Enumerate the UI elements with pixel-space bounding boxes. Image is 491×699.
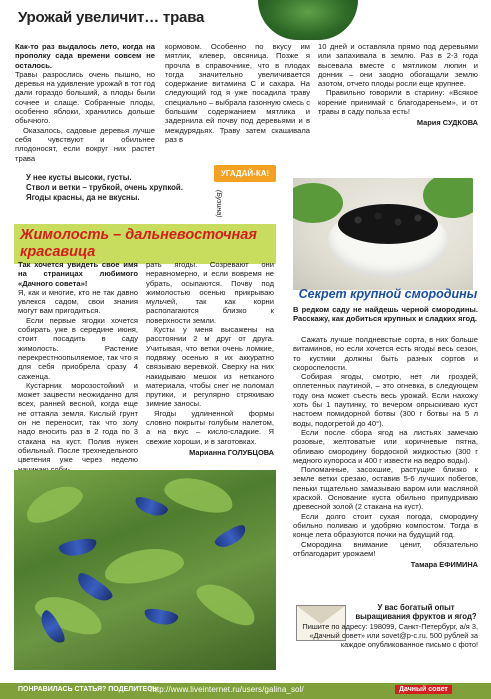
article2-column-1: [18, 260, 138, 474]
article2-column-2: [146, 260, 274, 457]
article2-paragraph: Кусты у меня высажены на расстоянии 2 м друг от друга. Учитывая, что ветки очень ломкие, подвяжу осенью я их аккуратно связываю веревкой. Сверху на них накидываю мешок из нетканого материала, чтобы снег не поломал прутики, и регулярно стряхиваю зимние заносы.: [146, 325, 274, 409]
article3-signature: Тамара ЕФИМИНА: [410, 560, 478, 570]
article1-paragraph: 10 дней и оставляла прямо под деревьями или запахивала в землю. Раз в 2-3 года высевала вместе с мятликом люпин и донник – они заодно обогащали землю азотом, отчего плоды росли еще крупнее.: [318, 42, 478, 89]
article1-paragraph: Травы разрослись очень пышно, но деревья на удивление урожай в тот год дали гораздо больший, а плоды были сочнее и слаще. Собранные плоды, особенно яблоки, хранились дольше обычного.: [15, 69, 155, 126]
riddle-line: Ягоды красны, да не вкусны.: [26, 193, 140, 202]
article1-column-3: [318, 42, 478, 127]
currant-photo: [293, 178, 473, 290]
contact-title: У вас богатый опыт выращивания фруктов и ягод?: [355, 603, 477, 622]
article3-lead: В редком саду не найдешь черной смородины. Расскажу, как добиться крупных и сладких ягод.: [293, 305, 478, 324]
article3-paragraph: Если долго стоит сухая погода, смородину обильно поливаю и удобряю компостом. Тогда в конце лета образуются почки на будущий год.: [293, 511, 478, 540]
riddle-answer: (Бузина): [215, 190, 222, 218]
riddle-text: [26, 173, 216, 203]
article2-signature: Марианна ГОЛУБЦОВА: [189, 447, 274, 457]
article3-paragraph: Если после сбора ягод на листьях замечаю розовые, желтоватые или коричневые пятна, обливаю смородину бордоской жидкостью (300 г медного купороса и 400 г извести на ведро воды).: [293, 427, 478, 465]
article2-paragraph: Если первые ягодки хочется собирать уже в середине июня, стоит посадить в саду жимолость. Растение перекрестноопыляемое, так что я для себя приобрела сразу 4 саженца.: [18, 315, 138, 381]
footer-url-link[interactable]: http://www.liveinternet.ru/users/galina_sol/: [150, 685, 304, 694]
article2-paragraph: Я, как и многие, кто не так давно увлекся садом, свои знания могут вам пригодиться.: [18, 287, 138, 316]
riddle-line: У нее кусты высоки, густы.: [26, 173, 132, 182]
footer-share-text: ПОНРАВИЛАСЬ СТАТЬЯ? ПОДЕЛИТЕСЬ: [18, 686, 158, 693]
article1-lead: Как-то раз выдалось лето, когда на прополку сада времени совсем не осталось.: [15, 42, 155, 70]
article1-paragraph: Правильно говорили в старину: «Всякое корение принимай с благодареньем», и от травы в саду польза есть!: [318, 88, 478, 117]
article3-paragraph: Смородина внимание ценит, обязательно отблагодарит урожаем!: [293, 539, 478, 558]
contact-text: Пишите по адресу: 198099, Санкт-Петербург, а/я 3, «Дачный совет» или sovet@p-c.ru. 500 рублей за каждое опубликованное письмо с фото!: [302, 622, 478, 649]
article1-title: Урожай увеличит… трава: [18, 9, 205, 26]
article1-column-2: [165, 42, 310, 144]
article2-lead: Так хочется увидеть свое имя на страницах любимого «Дачного совета»!: [18, 260, 138, 288]
article1-paragraph: кормовом. Особенно по вкусу им мятлик, клевер, овсяница. Позже я прочла в справочнике, что в плодах тогда значительно увеличивается содержание витамина С и сахара. На следующий год я уже посадила траву специально – выбрала газонную смесь с большим содержанием мятлика и задернила ей почву под деревьями и в междурядьях. Траву затем скашивала раз в: [165, 42, 310, 144]
article1-signature: Мария СУДКОВА: [416, 118, 478, 128]
riddle-badge: УГАДАЙ-КА!: [214, 165, 276, 182]
riddle-line: Ствол и ветки – трубкой, очень хрупкой.: [26, 183, 183, 192]
article2-paragraph: Ягоды удлиненной формы словно покрыты голубым налетом, а на вкус – кисло-сладкие. Я свежие хороши, и в заготовках.: [146, 408, 274, 446]
article2-title: Жимолость – дальневосточная красавица: [20, 227, 257, 260]
honeysuckle-photo: [14, 470, 276, 670]
article3-title: Секрет крупной смородины: [298, 287, 478, 301]
footer-magazine-badge: Дачный совет: [395, 685, 452, 694]
article3-paragraph: Сажать лучше полдневстые сорта, в них больше витаминов, но если хочется есть ягоды весь сезон, то кустики должны быть разных сортов и скороспелости.: [293, 335, 478, 372]
article1-paragraph: Оказалось, садовые деревья лучше себя чувствуют и обильнее плодоносят, если вокруг них растет трава: [15, 125, 155, 163]
article2-paragraph: рать ягоды. Созревают они неравномерно, и если вовремя не убрать, осыпаются. Почву под жимолостью осенью прикрываю мульчей, так как корни располагаются близко к поверхности земли.: [146, 260, 274, 325]
article1-column-1: [15, 42, 155, 163]
article2-paragraph: Кустарник морозостойкий и может зацвести неожиданно для всех, ранней весной, когда еще не оттаяла земля. Кислый грунт он не переносит, так что золу надо вносить раз в 2 года по 3 стакана на куст. Полив нужен обильный. После трехнедельного цветения уже через неделю: [18, 380, 138, 465]
bush-photo: [258, 0, 358, 40]
article3-paragraph: Поломанные, засохшие, растущие близко к земле ветки срезаю, оставив 5-6 лучших побегов, пеньки тщательно замазываю варом или масляной краской. Основание куста обильно припудриваю древесной золой (2 стакана на куст).: [293, 465, 478, 512]
article3-column: [293, 335, 478, 569]
article3-paragraph: Собирая ягоды, смотрю, нет ли гроздей, оплетенных паутиной, – это огневка, в следующем году она может съесть весь урожай. Если нахожу хоть бы 1 паутинку, то вечером опрыскиваю куст настоем помидорной ботвы (300 г ботвы на 5 л воды, подогретой до 40°).: [293, 372, 478, 428]
